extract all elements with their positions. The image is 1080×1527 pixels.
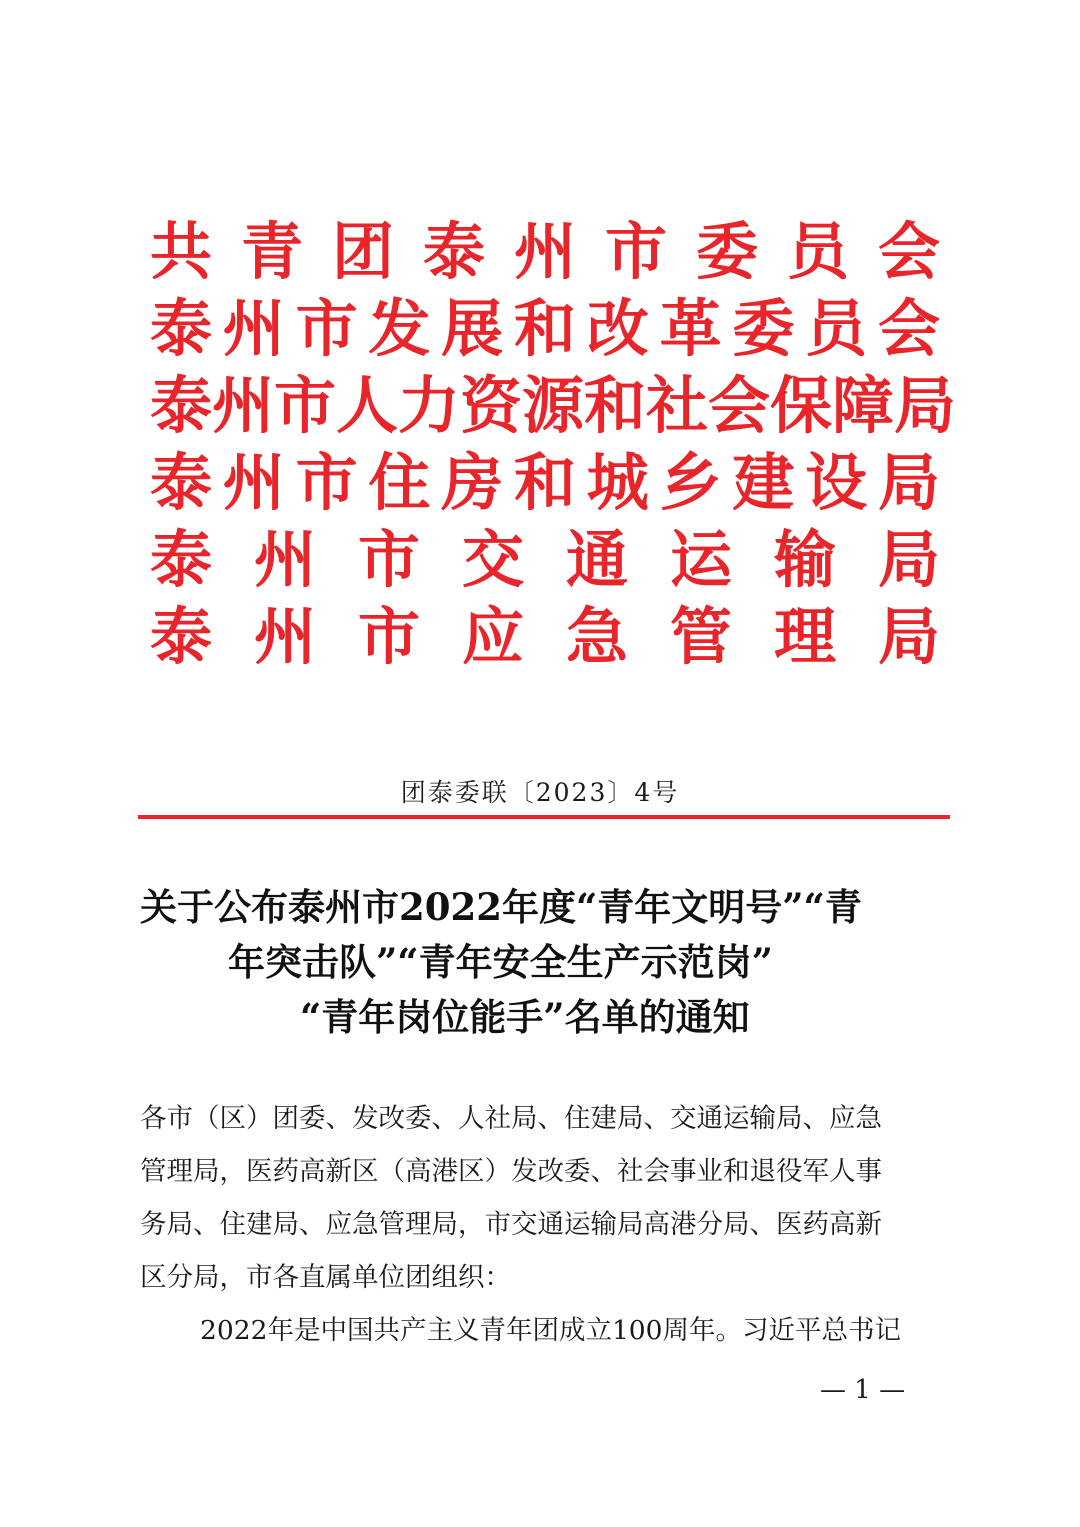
issuer-line: 泰 州 市 应 急 管 理 局 [150, 600, 941, 673]
body-paragraph: 2022年是中国共产主义青年团成立100周年。习近平总书记 [200, 1315, 902, 1346]
recipients-line: 区分局，市各直属单位团组织： [140, 1262, 511, 1293]
recipients-line: 务局、住建局、应急管理局，市交通运输局高港分局、医药高新 [140, 1209, 882, 1240]
title-line-2: 年突击队”“青年安全生产示范岗” [228, 940, 773, 984]
issuer-line: 泰 州 市 发 展 和 改 革 委 员 会 [150, 292, 940, 365]
issuer-line: 泰 州 市 人 力 资 源 和 社 会 保 障 局 [150, 369, 957, 442]
issuer-line: 共 青 团 泰 州 市 委 员 会 [150, 215, 941, 288]
title-line-1: 关于公布泰州市2022年度“青年文明号”“青 [140, 885, 862, 929]
title-line-3: “青年岗位能手”名单的通知 [300, 995, 750, 1039]
issuing-agencies-header [150, 213, 957, 675]
page-number: — 1 — [820, 1375, 906, 1405]
recipients-line: 各市（区）团委、发改委、人社局、住建局、交通运输局、应急 [140, 1103, 882, 1134]
issuer-line: 泰 州 市 住 房 和 城 乡 建 设 局 [150, 446, 940, 519]
document-number: 团泰委联〔2023〕4号 [400, 778, 680, 807]
document-body [140, 1092, 950, 1357]
recipients-line: 管理局，医药高新区（高港区）发改委、社会事业和退役军人事 [140, 1156, 882, 1187]
red-separator-line [138, 815, 950, 819]
document-title [140, 880, 950, 1045]
issuer-line: 泰 州 市 交 通 运 输 局 [150, 523, 941, 596]
